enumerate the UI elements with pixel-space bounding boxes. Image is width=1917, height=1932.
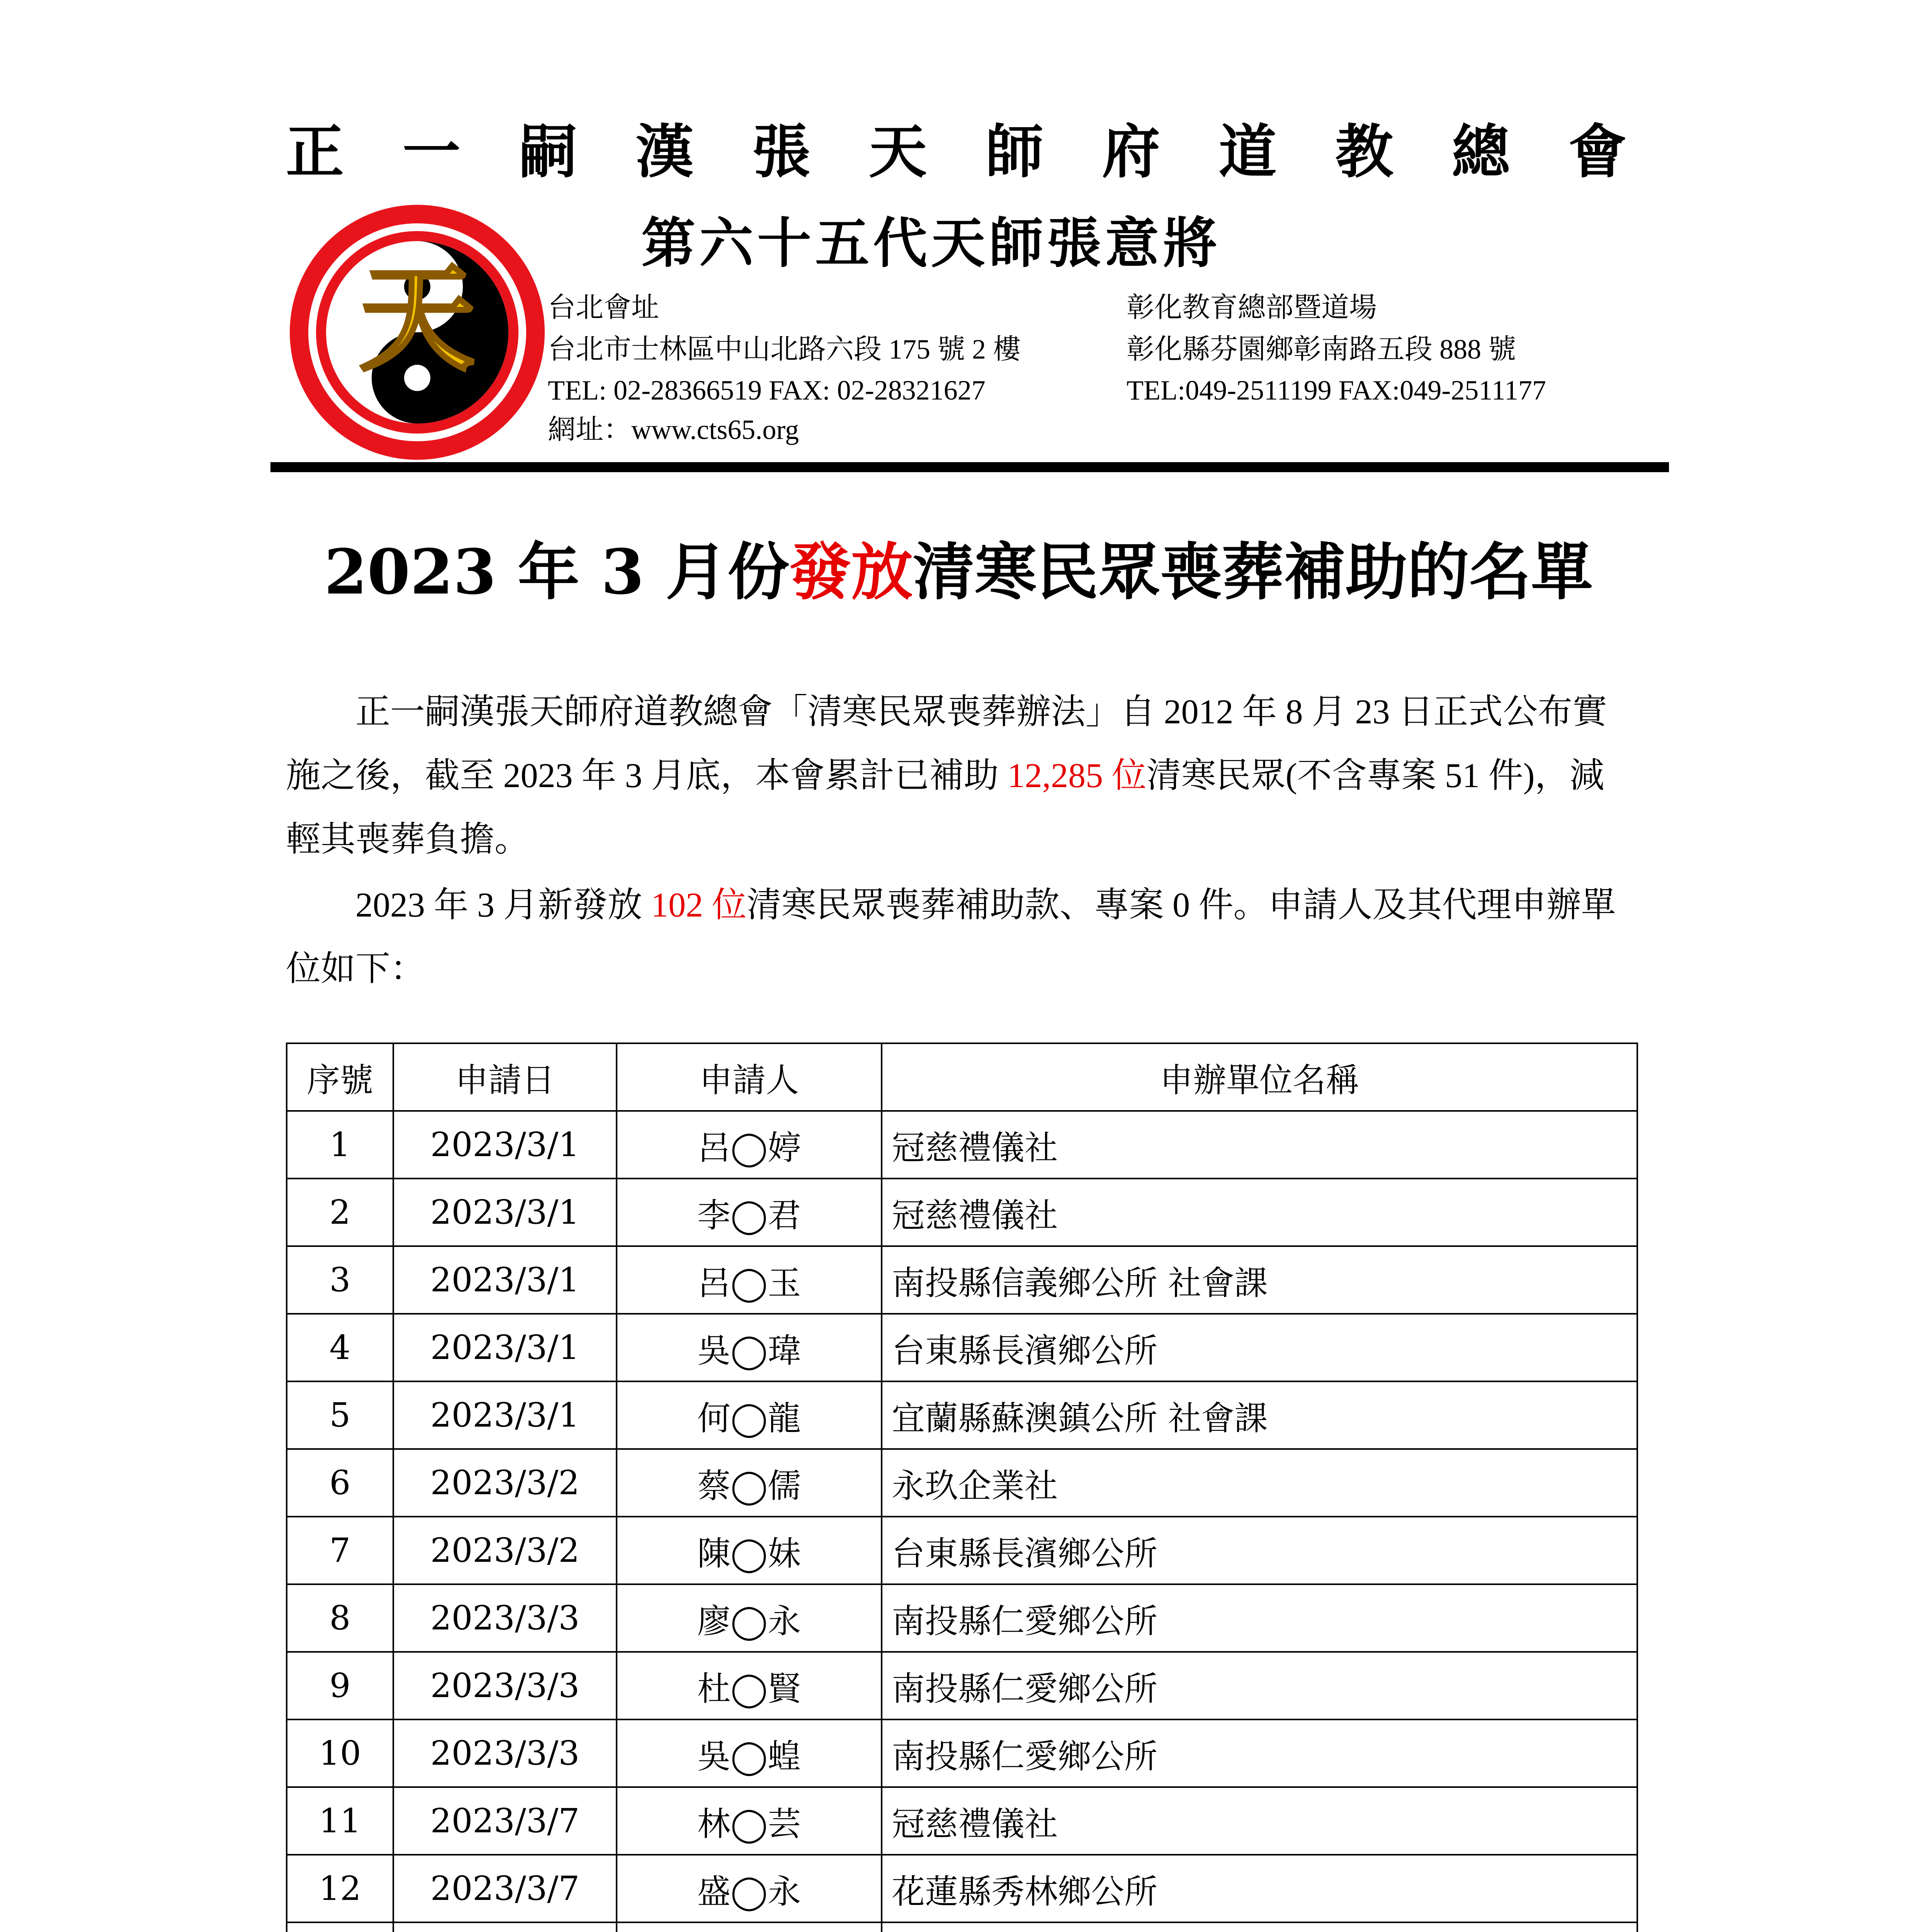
org-name-char: 漢 (636, 118, 694, 186)
org-name-char: 師 (985, 118, 1043, 186)
row-date: 2023/3/1 (393, 1314, 617, 1381)
row-agency: 南投縣仁愛鄉公所 (882, 1652, 1637, 1719)
org-name-char: 正 (286, 118, 344, 186)
taipei-address: 台北市士林區中山北路六段 175 號 2 樓 (548, 334, 1021, 365)
row-date: 2023/3/7 (393, 1787, 617, 1855)
table-row (287, 1381, 1637, 1449)
row-agency: 冠慈禮儀社 (882, 1179, 1637, 1246)
row-index: 5 (287, 1381, 393, 1449)
table-row (287, 1855, 1637, 1922)
row-date: 2023/3/3 (393, 1719, 617, 1787)
row-applicant: 杜◯賢 (617, 1652, 882, 1719)
row-agency: 永玖企業社 (882, 1449, 1637, 1517)
intro-paragraph-1 (286, 680, 1630, 871)
row-date: 2023/3/1 (393, 1111, 617, 1179)
intro-text: 清寒民眾(不含專案 51 件)，減輕其喪葬負擔。 (286, 757, 1604, 859)
intro-text: 清寒民眾喪葬補助款、專案 0 件。申請人及其代理申辦單位如下： (286, 886, 1616, 988)
row-date: 2023/3/2 (393, 1449, 617, 1517)
taipei-label: 台北會址 (548, 292, 659, 323)
row-index: 12 (287, 1855, 393, 1922)
row-date: 2023/3/3 (393, 1584, 617, 1652)
row-agency: 花蓮縣秀林鄉公所 (882, 1855, 1637, 1922)
table-row (287, 1652, 1637, 1719)
row-agency: 南投縣仁愛鄉公所 (882, 1584, 1637, 1652)
row-applicant: 李◯君 (617, 1179, 882, 1246)
table-row (287, 1517, 1637, 1584)
row-agency: 南投縣仁愛鄉公所 (882, 1719, 1637, 1787)
row-agency (882, 1922, 1637, 1932)
changhua-phone: TEL:049-2511199 FAX:049-2511177 (1127, 375, 1546, 406)
taipei-phone: TEL: 02-28366519 FAX: 02-28321627 (548, 375, 986, 406)
row-date: 2023/3/3 (393, 1652, 617, 1719)
table-row (287, 1922, 1637, 1932)
intro-paragraph-2 (286, 873, 1630, 1001)
row-index: 6 (287, 1449, 393, 1517)
row-agency: 冠慈禮儀社 (882, 1787, 1637, 1855)
title-highlight: 發放 (789, 536, 913, 608)
row-index: 10 (287, 1719, 393, 1787)
row-agency: 台東縣長濱鄉公所 (882, 1517, 1637, 1584)
title-part1: 2023 年 3 月份 (324, 536, 789, 608)
changhua-address: 彰化縣芬園鄉彰南路五段 888 號 (1127, 334, 1516, 365)
document-title (0, 536, 1917, 608)
table-row (287, 1787, 1637, 1855)
table-row (287, 1246, 1637, 1314)
header-agency: 申辦單位名稱 (882, 1043, 1637, 1111)
org-name-char: 張 (752, 118, 811, 186)
taiji-logo (286, 201, 549, 464)
logo-glyph: 天 (359, 250, 475, 387)
row-index: 9 (287, 1652, 393, 1719)
org-name-char: 一 (402, 118, 461, 186)
cumulative-count: 12,285 位 (1007, 757, 1147, 795)
row-applicant: 盛◯永 (617, 1855, 882, 1922)
recipient-table (286, 1043, 1638, 1932)
intro-text: 2023 年 3 月新發放 (355, 886, 651, 924)
org-name-char: 教 (1335, 118, 1394, 186)
row-index: 3 (287, 1246, 393, 1314)
row-index: 4 (287, 1314, 393, 1381)
header-date: 申請日 (393, 1043, 617, 1111)
header-index: 序號 (287, 1043, 393, 1111)
row-index: 7 (287, 1517, 393, 1584)
row-applicant: 呂◯婷 (617, 1111, 882, 1179)
table-row (287, 1449, 1637, 1517)
row-date: 2023/3/1 (393, 1179, 617, 1246)
table-header-row (287, 1043, 1637, 1111)
website: 網址：www.cts65.org (548, 414, 799, 445)
title-part2: 清寒民眾喪葬補助的名單 (913, 536, 1593, 608)
row-index: 8 (287, 1584, 393, 1652)
row-date: 2023/3/7 (393, 1855, 617, 1922)
row-date: 2023/3/1 (393, 1246, 617, 1314)
row-applicant: 蔡◯儒 (617, 1449, 882, 1517)
row-applicant: 何◯龍 (617, 1381, 882, 1449)
org-name-char: 總 (1452, 118, 1510, 186)
row-agency: 南投縣信義鄉公所 社會課 (882, 1246, 1637, 1314)
table-row (287, 1179, 1637, 1246)
intro-text: 正一嗣漢張天師府道教總會「清寒民眾喪葬辦法」自 2012 年 8 月 23 日正式公布實施之後，截至 2023 年 3 月底，本會累計已補助 (286, 693, 1607, 795)
header-applicant: 申請人 (617, 1043, 882, 1111)
row-agency: 冠慈禮儀社 (882, 1111, 1637, 1179)
organization-name (286, 118, 1626, 186)
row-date (393, 1922, 617, 1932)
org-name-char: 會 (1568, 118, 1626, 186)
org-name-char: 天 (869, 118, 927, 186)
row-date: 2023/3/2 (393, 1517, 617, 1584)
changhua-label: 彰化教育總部暨道場 (1127, 292, 1377, 323)
row-applicant: 吳◯蝗 (617, 1719, 882, 1787)
row-agency: 宜蘭縣蘇澳鎮公所 社會課 (882, 1381, 1637, 1449)
org-name-char: 道 (1219, 118, 1277, 186)
table-row (287, 1719, 1637, 1787)
row-agency: 台東縣長濱鄉公所 (882, 1314, 1637, 1381)
row-applicant: 呂◯玉 (617, 1246, 882, 1314)
table-row (287, 1314, 1637, 1381)
row-index: 2 (287, 1179, 393, 1246)
row-applicant (617, 1922, 882, 1932)
table-row (287, 1111, 1637, 1179)
row-index: 1 (287, 1111, 393, 1179)
row-applicant: 林◯芸 (617, 1787, 882, 1855)
row-applicant: 廖◯永 (617, 1584, 882, 1652)
row-applicant: 陳◯妹 (617, 1517, 882, 1584)
row-index: 11 (287, 1787, 393, 1855)
row-index (287, 1922, 393, 1932)
header-divider (270, 462, 1669, 472)
subtitle: 第六十五代天師張意將 (641, 212, 1221, 275)
row-applicant: 吳◯瑋 (617, 1314, 882, 1381)
org-name-char: 嗣 (519, 118, 577, 186)
org-name-char: 府 (1102, 118, 1160, 186)
row-date: 2023/3/1 (393, 1381, 617, 1449)
table-row (287, 1584, 1637, 1652)
monthly-count: 102 位 (651, 886, 747, 924)
